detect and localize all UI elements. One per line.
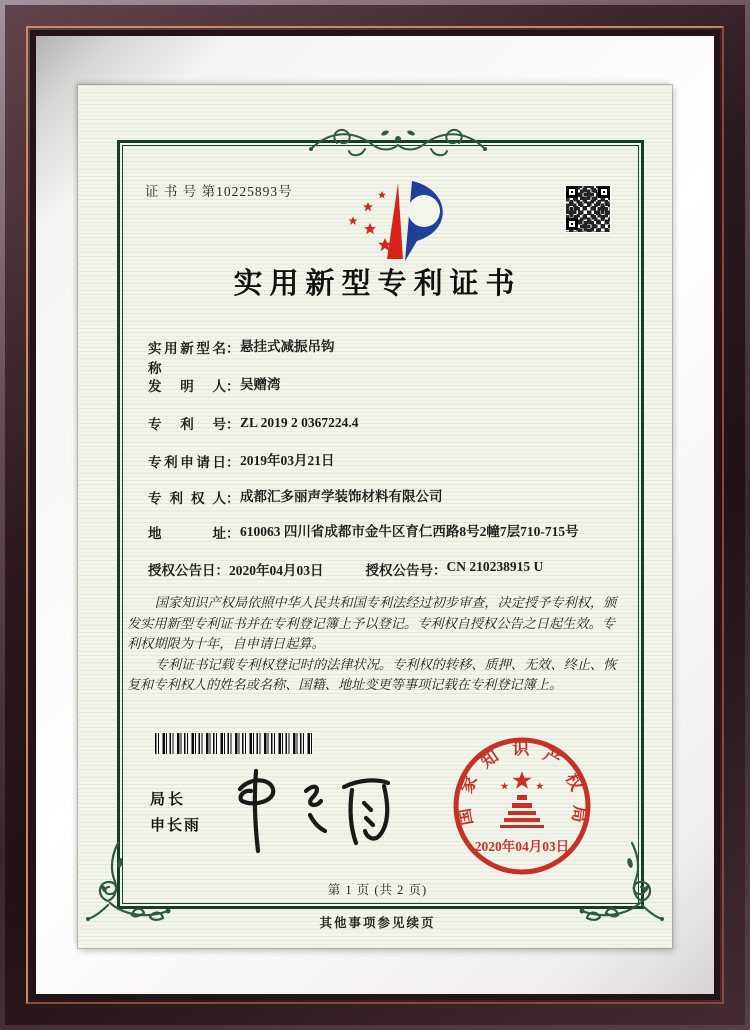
- legal-text-block: [127, 593, 622, 696]
- field-colon: ：: [433, 563, 447, 578]
- field-label: 专利申请日: [148, 455, 226, 470]
- field-colon: ：: [226, 491, 240, 506]
- cnipa-patent-logo-icon: [335, 175, 455, 267]
- national-emblem-icon: [500, 771, 544, 828]
- field-colon: ：: [226, 341, 240, 356]
- field-colon: ：: [215, 563, 229, 578]
- field-label: 专利权人: [148, 491, 226, 506]
- national-ip-administration-seal-icon: [447, 731, 597, 881]
- continuation-note: 其他事项参见续页: [319, 916, 436, 930]
- legal-paragraph-2: 专利证书记载专利权登记时的法律状况。专利权的转移、质押、无效、终止、恢复和专利权人的姓名或名称、国籍、地址变更等事项记载在专利登记簿上。: [127, 656, 617, 692]
- field-label: 实用新型名称: [148, 341, 226, 376]
- field-value: 吴赠湾: [240, 377, 281, 392]
- qr-finder-top-right: [598, 186, 610, 198]
- field-row-patentee: [148, 487, 443, 507]
- field-value: 悬挂式减振吊钩: [240, 339, 335, 354]
- legal-paragraph-1: 国家知识产权局依照中华人民共和国专利法经过初步审查，决定授予专利权，颁发实用新型专利证书并在专利登记簿上予以登记。专利权自授权公告之日起生效。专利权期限为十年，自申请日起算。: [127, 595, 617, 651]
- field-row-utility-model-name: [148, 337, 335, 377]
- barcode-icon: [155, 733, 313, 754]
- commissioner-signature-icon: [228, 763, 398, 858]
- field-row-inventor: [148, 375, 281, 395]
- grant-number-label: 授权公告号: [365, 563, 433, 578]
- field-colon: ：: [226, 526, 240, 541]
- page-footer: 第 1 页 (共 2 页): [327, 883, 428, 897]
- field-value: 成都汇多丽声学装饰材料有限公司: [240, 489, 443, 504]
- field-label: 专利号: [148, 417, 226, 432]
- commissioner-name: 申长雨: [150, 818, 202, 834]
- qr-finder-bottom-left: [566, 218, 578, 230]
- certificate-title: 实用新型专利证书: [233, 268, 522, 300]
- seal-date: 2020年04月03日: [474, 839, 570, 854]
- field-colon: ：: [226, 379, 240, 394]
- qr-code-icon: [565, 185, 611, 233]
- field-label: 地址: [148, 526, 226, 541]
- top-flourish-ornament-icon: [303, 119, 493, 165]
- field-row-grant: [148, 559, 543, 579]
- grant-date-value: 2020年04月03日: [229, 563, 324, 578]
- field-colon: ：: [226, 455, 240, 470]
- commissioner-title: 局长: [150, 792, 187, 808]
- seal-agency-text: 国家知识产权局: [454, 739, 590, 827]
- field-value: 2019年03月21日: [240, 453, 335, 468]
- qr-finder-top-left: [566, 186, 578, 198]
- field-value: 610063 四川省成都市金牛区育仁西路8号2幢7层710-715号: [240, 524, 579, 539]
- field-colon: ：: [226, 417, 240, 432]
- field-label: 发明人: [148, 379, 226, 394]
- certificate-paper: [78, 85, 672, 948]
- field-row-patent-number: [148, 413, 359, 433]
- field-row-application-date: [148, 451, 335, 471]
- field-row-address: [148, 522, 579, 542]
- certificate-number: 证 书 号 第10225893号: [145, 184, 293, 199]
- field-value: ZL 2019 2 0367224.4: [240, 415, 359, 430]
- grant-date-label: 授权公告日: [148, 563, 216, 578]
- grant-number-value: CN 210238915 U: [446, 559, 544, 574]
